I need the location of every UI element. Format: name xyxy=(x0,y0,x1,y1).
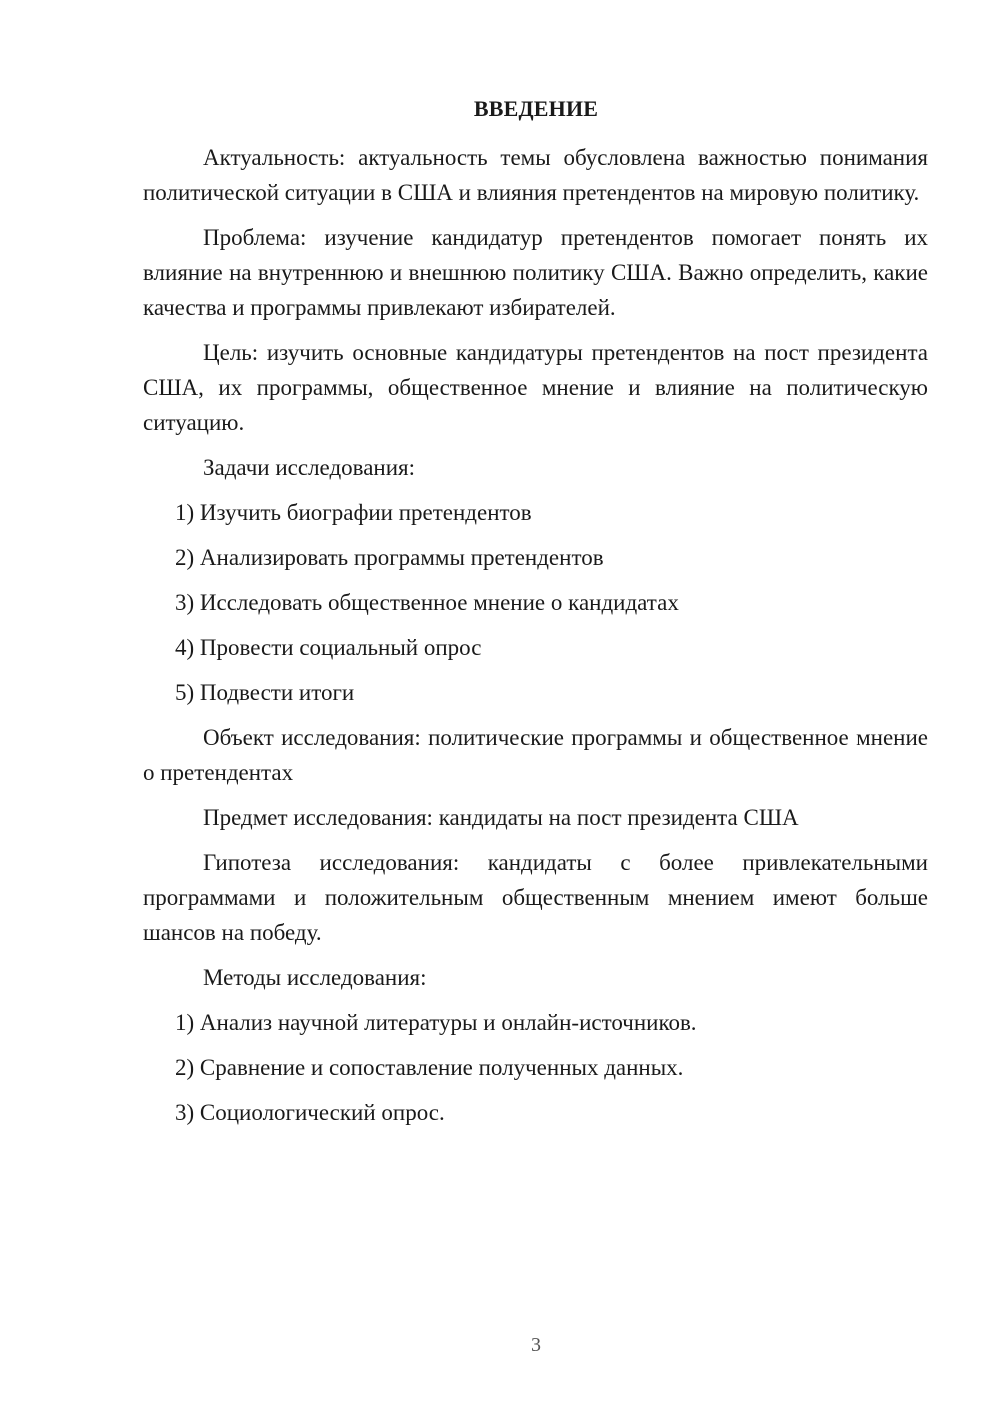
list-item: 5) Подвести итоги xyxy=(175,680,355,705)
page-number: 3 xyxy=(531,1334,541,1356)
paragraph-subject: Предмет исследования: кандидаты на пост президента США xyxy=(203,805,799,830)
page-title: ВВЕДЕНИЕ xyxy=(473,96,599,121)
paragraph-goal: Цель: изучить основные кандидатуры претендентов на пост президента США, их программы, общественное мнение и влияние на политическую ситуацию. xyxy=(143,340,928,435)
list-item: 1) Анализ научной литературы и онлайн-источников. xyxy=(175,1010,697,1035)
paragraph-object: Объект исследования: политические программы и общественное мнение о претендентах xyxy=(143,725,928,785)
tasks-heading: Задачи исследования: xyxy=(203,455,416,480)
paragraph-problem: Проблема: изучение кандидатур претендентов помогает понять их влияние на внутреннюю и внешнюю политику США. Важно определить, какие качества и программы привлекают избирателей. xyxy=(143,225,928,320)
list-item: 4) Провести социальный опрос xyxy=(175,635,482,660)
list-item: 2) Сравнение и сопоставление полученных данных. xyxy=(175,1055,684,1080)
paragraph-hypothesis: Гипотеза исследования: кандидаты с более привлекательными программами и положительным общественным мнением имеют больше шансов на победу. xyxy=(143,850,928,945)
list-item: 1) Изучить биографии претендентов xyxy=(175,500,532,525)
list-item: 3) Исследовать общественное мнение о кандидатах xyxy=(175,590,679,615)
document-body xyxy=(143,140,928,1140)
list-item: 3) Социологический опрос. xyxy=(175,1100,445,1125)
list-item: 2) Анализировать программы претендентов xyxy=(175,545,604,570)
methods-list xyxy=(143,1005,928,1130)
methods-heading: Методы исследования: xyxy=(203,965,427,990)
tasks-list xyxy=(143,495,928,710)
paragraph-relevance: Актуальность: актуальность темы обусловлена важностью понимания политической ситуации в США и влияния претендентов на мировую политику. xyxy=(143,145,928,205)
